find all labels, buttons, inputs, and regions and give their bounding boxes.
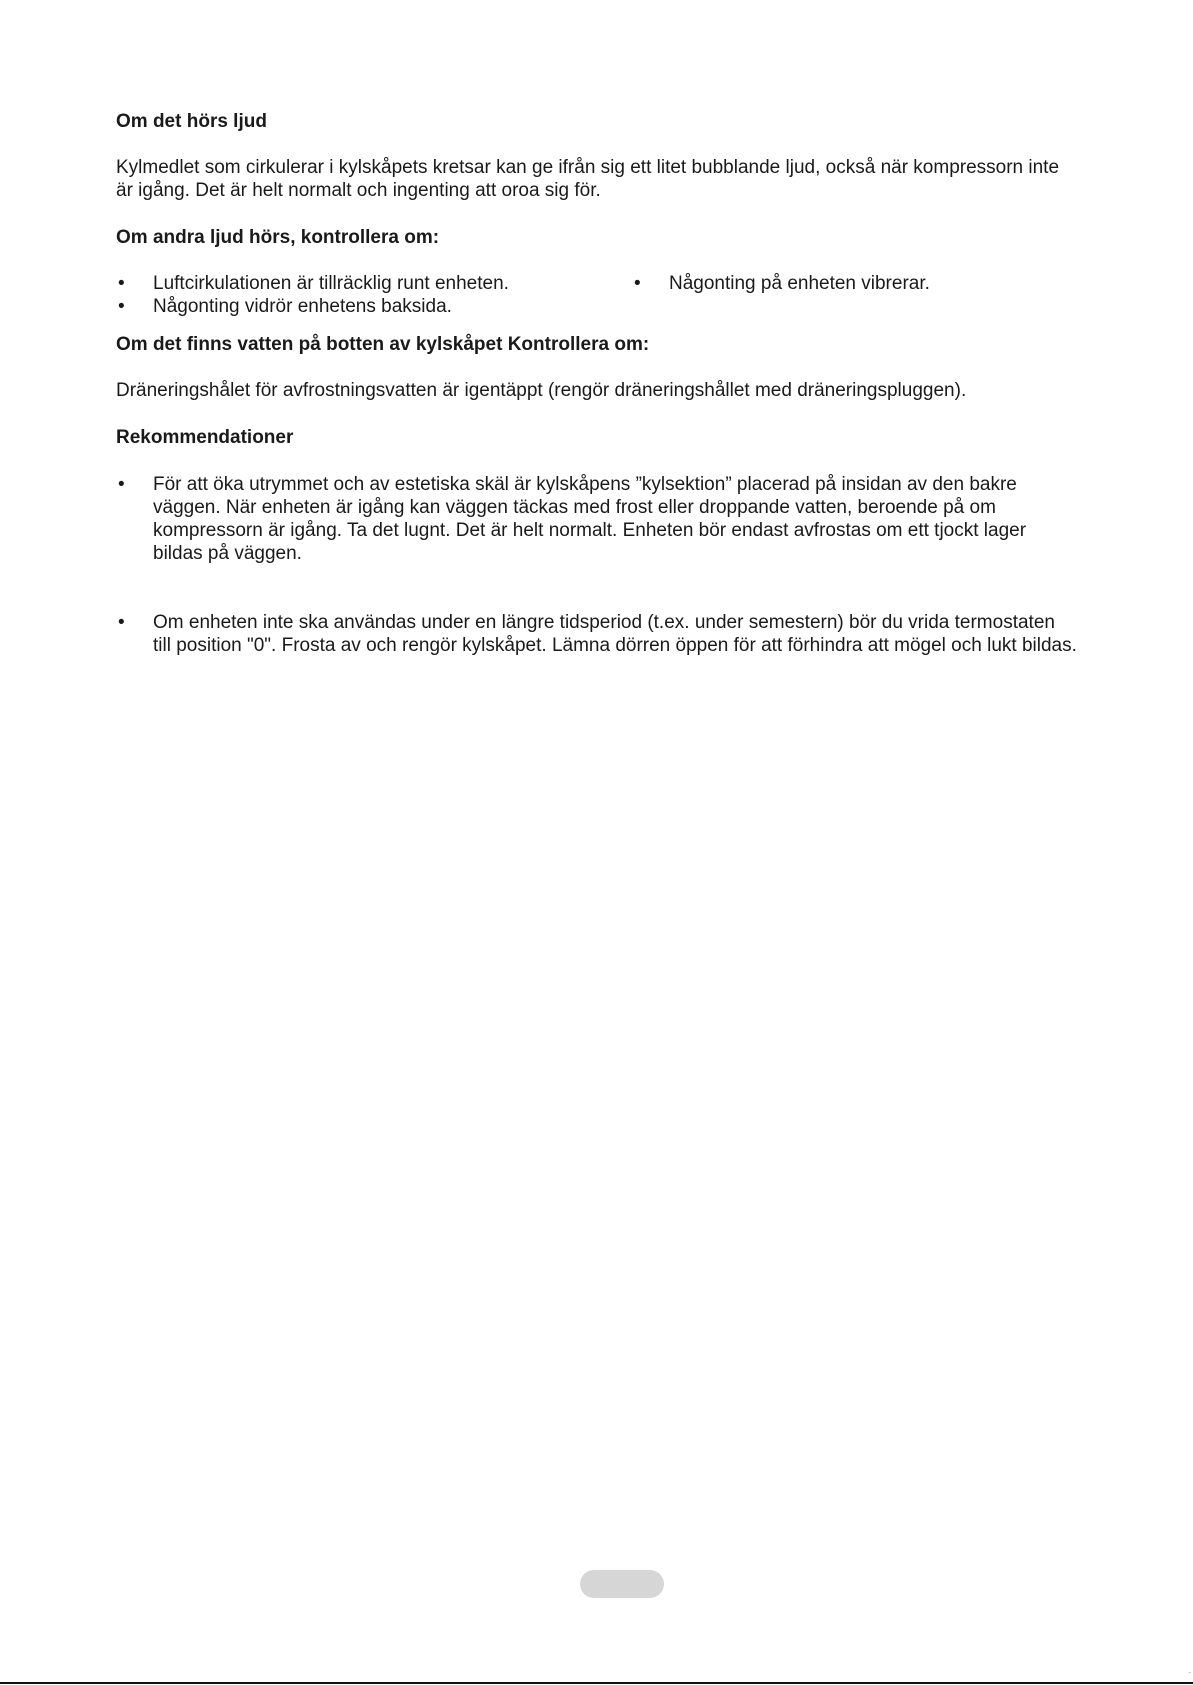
heading-other-sounds: Om andra ljud hörs, kontrollera om: [116, 227, 440, 248]
corner-mark: ¨ [1188, 1672, 1191, 1679]
bullet-icon: • [118, 474, 125, 495]
bullet-icon: • [118, 612, 125, 633]
list-item [116, 272, 509, 295]
heading-water: Om det finns vatten på botten av kylskåpet Kontrollera om: [116, 334, 650, 355]
list-item [632, 272, 930, 295]
list-item-text: Någonting på enheten vibrerar. [669, 273, 930, 294]
list-item-text: För att öka utrymmet och av estetiska skäl är kylskåpens ”kylsektion” placerad på insidan av den bakre väggen. När enheten är igång kan väggen täckas med frost eller droppande vatten, beroende på om kompressorn är igång. Ta det lugnt. Det är helt normalt. Enheten bör endast avfrostas om ett tjockt lager bildas på väggen. [153, 474, 1027, 564]
paragraph-water: Dräneringshålet för avfrostningsvatten är igentäppt (rengör dräneringshållet med dräneringspluggen). [116, 380, 967, 401]
bottom-rule-divider [0, 1682, 1193, 1684]
other-sounds-list [116, 272, 1078, 318]
list-item-text: Någonting vidrör enhetens baksida. [153, 296, 452, 317]
bullet-icon: • [118, 273, 125, 294]
list-item [116, 295, 452, 318]
paragraph-sounds: Kylmedlet som cirkulerar i kylskåpets kretsar kan ge ifrån sig ett litet bubblande ljud, också när kompressorn inte är igång. Det är helt normalt och ingenting att oroa sig för. [116, 157, 1060, 201]
heading-recommendations: Rekommendationer [116, 427, 294, 448]
document-body [116, 110, 1078, 657]
page-number-badge [580, 1570, 664, 1598]
list-item-text: Luftcirkulationen är tillräcklig runt enheten. [153, 273, 509, 294]
heading-sounds: Om det hörs ljud [116, 111, 267, 132]
list-item [116, 473, 1078, 565]
bullet-icon: • [118, 296, 125, 317]
bullet-icon: • [634, 273, 641, 294]
list-item [116, 611, 1078, 657]
list-item-text: Om enheten inte ska användas under en längre tidsperiod (t.ex. under semestern) bör du vrida termostaten till position "0". Frosta av och rengör kylskåpet. Lämna dörren öppen för att förhindra att mögel och lukt bildas. [153, 612, 1077, 656]
